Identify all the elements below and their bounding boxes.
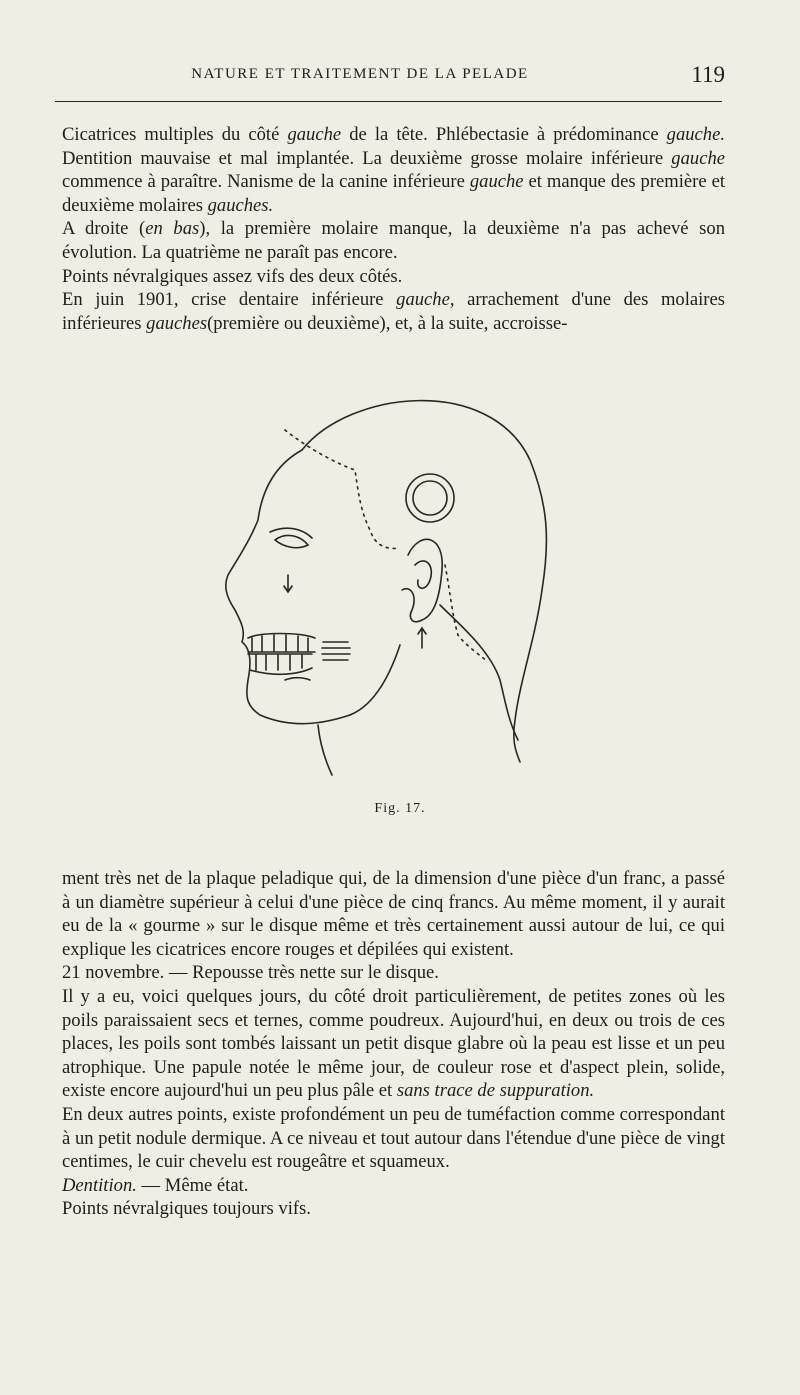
text-run: commence à paraître. Nanisme de la canine inférieure (62, 171, 470, 193)
text-block-top (62, 123, 725, 335)
ear-outline (402, 539, 442, 621)
italic-run: gauches. (207, 194, 274, 216)
running-title: NATURE ET TRAITEMENT DE LA PELADE (191, 66, 529, 82)
italic-run: gauche. (666, 124, 725, 145)
text-run: et manque des première et deuxième molaires (62, 171, 725, 216)
text-run: — Même état. (136, 1174, 249, 1196)
header-rule (55, 101, 722, 102)
figure-caption: Fig. 17. (374, 801, 426, 816)
page-number: 119 (691, 62, 725, 87)
eye (270, 528, 312, 548)
paragraph (62, 217, 725, 264)
text-run: Cicatrices multiples du côté (62, 124, 288, 145)
text-run: de la tête. Phlébectasie à prédominance (341, 124, 667, 145)
text-block-bottom (62, 867, 725, 1221)
head-profile-illustration (190, 380, 590, 780)
pain-point-arrow-ear (418, 628, 426, 648)
text-run: , arrachement d'une des molaires inférieures (62, 289, 725, 334)
text-run: (première ou deuxième), et, à la suite, accroisse- (207, 312, 568, 334)
italic-run: gauche (671, 147, 725, 169)
text-run: Il y a eu, voici quelques jours, du côté droit particulièrement, de petites zones où les poils paraissaient secs et ternes, comme poudreux. Aujourd'hui, en deux ou trois de ces places, les poils sont tombés laissant un petit disque glabre où la peau est lisse et un peu atrophique. Une papule notée le même jour, de couleur rose et d'aspect plein, solide, existe encore aujourd'hui un peu plus pâle et (62, 985, 725, 1102)
paragraph (62, 1174, 725, 1198)
paragraph: 21 novembre. — Repousse très nette sur le disque. (62, 962, 439, 984)
text-run: ), la première molaire manque, la deuxième n'a pas achevé son évolution. La quatrième ne paraît pas encore. (62, 218, 725, 263)
paragraph: Points névralgiques toujours vifs. (62, 1198, 311, 1220)
alopecia-disc-inner (413, 481, 447, 515)
paragraph: Points névralgiques assez vifs des deux côtés. (62, 265, 403, 287)
paragraph (62, 123, 725, 217)
italic-run: sans trace de suppuration. (396, 1080, 595, 1102)
skull-outline (302, 401, 546, 762)
neck-front-line (318, 725, 332, 775)
nape-line (440, 605, 518, 740)
page-header (55, 62, 725, 88)
teeth-upper (248, 634, 315, 653)
text-run: En juin 1901, crise dentaire inférieure (62, 289, 397, 311)
pain-point-arrow-face (284, 575, 292, 592)
italic-run: gauche (396, 289, 450, 311)
italic-run: gauche (469, 171, 524, 193)
teeth-lower (248, 654, 312, 674)
lips (285, 678, 310, 680)
paragraph: En deux autres points, existe profondément un peu de tuméfaction comme correspondant à un petit nodule dermique. A ce niveau et tout autour dans l'étendue d'une pièce de vingt centimes, le cuir chevelu est rougeâtre et squameux. (62, 1103, 725, 1173)
paragraph: ment très net de la plaque peladique qui, de la dimension d'une pièce d'un franc, a passé à un diamètre supérieur à celui d'une pièce de cinq francs. Au même moment, il y aurait eu de la « gourme » sur le disque même et très certainement aussi autour de lui, ce qui explique les cicatrices encore rouges et dépilées qui existent. (62, 868, 725, 960)
italic-run: Dentition. (62, 1174, 137, 1196)
italic-run: en bas (145, 218, 200, 240)
ear-inner (415, 561, 431, 588)
hair-boundary-dotted (285, 430, 488, 662)
text-run: A droite ( (62, 218, 146, 240)
italic-run: gauches (146, 312, 208, 334)
jaw-line (350, 645, 400, 715)
paragraph (62, 288, 725, 335)
italic-run: gauche (287, 124, 342, 145)
text-run: Dentition mauvaise et mal implantée. La deuxième grosse molaire inférieure (62, 147, 672, 169)
missing-molars-marks (322, 642, 350, 660)
paragraph (62, 985, 725, 1103)
